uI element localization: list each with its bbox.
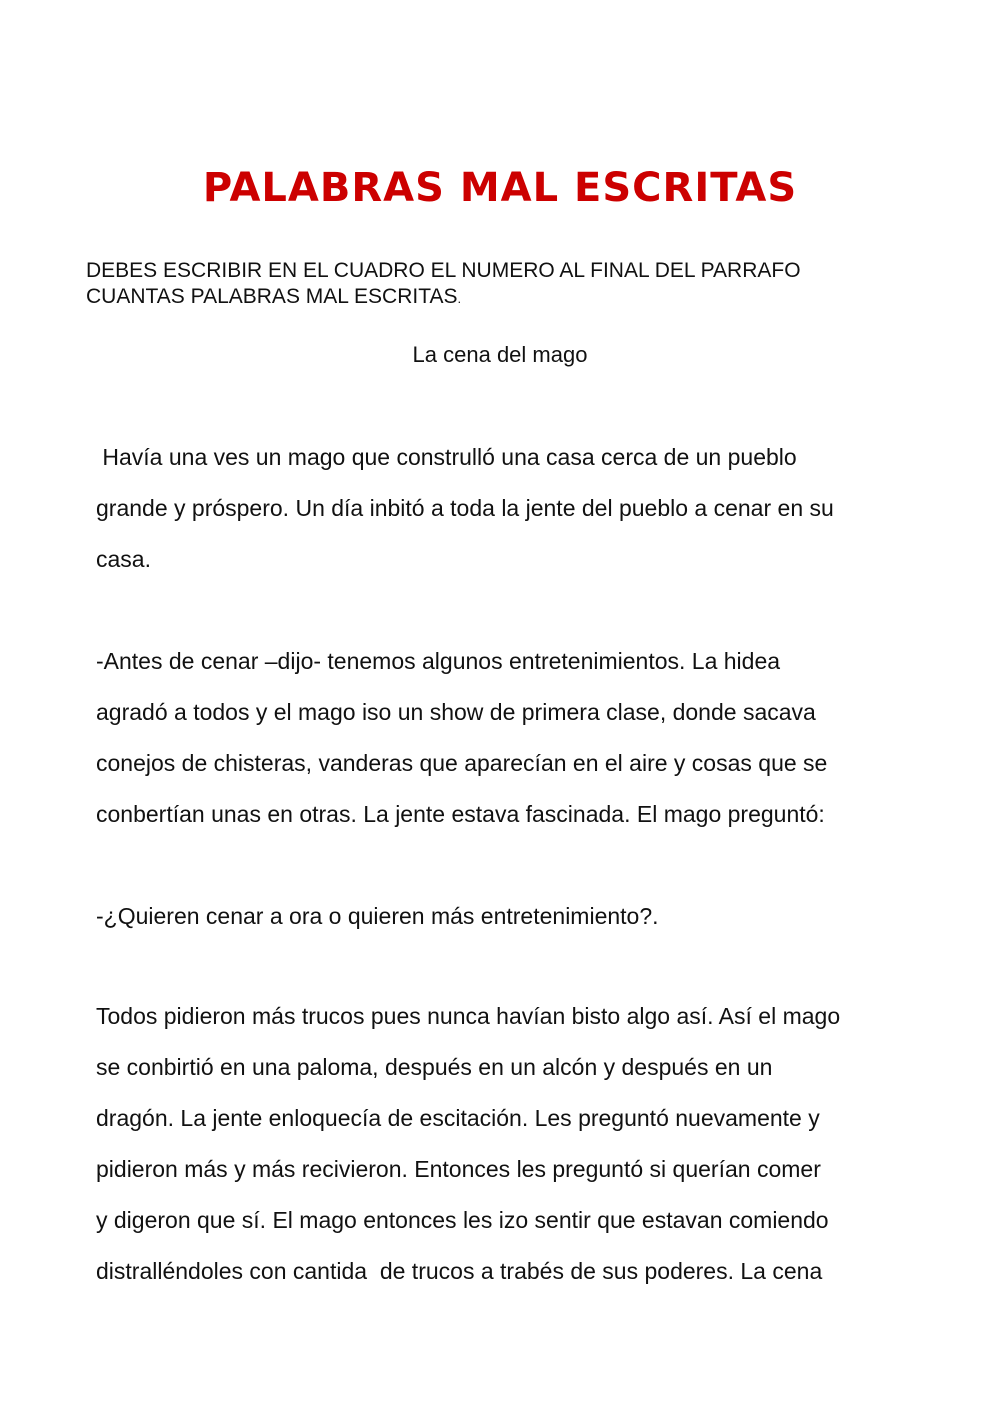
paragraph-4 xyxy=(96,991,926,1297)
paragraph-3 xyxy=(96,891,926,942)
paragraph-1 xyxy=(96,432,926,585)
instructions-line-2-period: . xyxy=(457,291,462,306)
instructions-line-1: DEBES ESCRIBIR EN EL CUADRO EL NUMERO AL FINAL DEL PARRAFO xyxy=(86,259,801,282)
paragraph-line: pidieron más y más recivieron. Entonces les preguntó si querían comer xyxy=(96,1156,821,1182)
paragraph-line: agradó a todos y el mago iso un show de primera clase, donde sacava xyxy=(96,699,816,725)
page-title: PALABRAS MAL ESCRITAS xyxy=(202,165,798,211)
instructions xyxy=(86,258,926,312)
paragraph-line: Todos pidieron más trucos pues nunca havían bisto algo así. Así el mago xyxy=(96,1003,841,1029)
paragraph-line: conejos de chisteras, vanderas que aparecían en el aire y cosas que se xyxy=(96,750,828,776)
paragraph-line: -¿Quieren cenar a ora o quieren más entretenimiento?. xyxy=(96,903,659,929)
paragraph-2 xyxy=(96,636,926,840)
paragraph-line: -Antes de cenar –dijo- tenemos algunos entretenimientos. La hidea xyxy=(96,648,781,674)
instructions-line-2-text: CUANTAS PALABRAS MAL ESCRITAS xyxy=(86,285,458,308)
paragraph-line: distralléndoles con cantida de trucos a trabés de sus poderes. La cena xyxy=(96,1258,823,1284)
paragraph-line: dragón. La jente enloquecía de escitación. Les preguntó nuevamente y xyxy=(96,1105,820,1131)
paragraph-line: se conbirtió en una paloma, después en un alcón y después en un xyxy=(96,1054,773,1080)
paragraph-line: y digeron que sí. El mago entonces les izo sentir que estavan comiendo xyxy=(96,1207,829,1233)
paragraph-line: conbertían unas en otras. La jente estava fascinada. El mago preguntó: xyxy=(96,801,825,827)
paragraph-line: casa. xyxy=(96,546,151,572)
paragraph-line: grande y próspero. Un día inbitó a toda la jente del pueblo a cenar en su xyxy=(96,495,834,521)
instructions-line-2 xyxy=(86,284,926,312)
paragraph-line: Havía una ves un mago que construlló una casa cerca de un pueblo xyxy=(96,444,797,470)
story-title: La cena del mago xyxy=(412,342,588,367)
